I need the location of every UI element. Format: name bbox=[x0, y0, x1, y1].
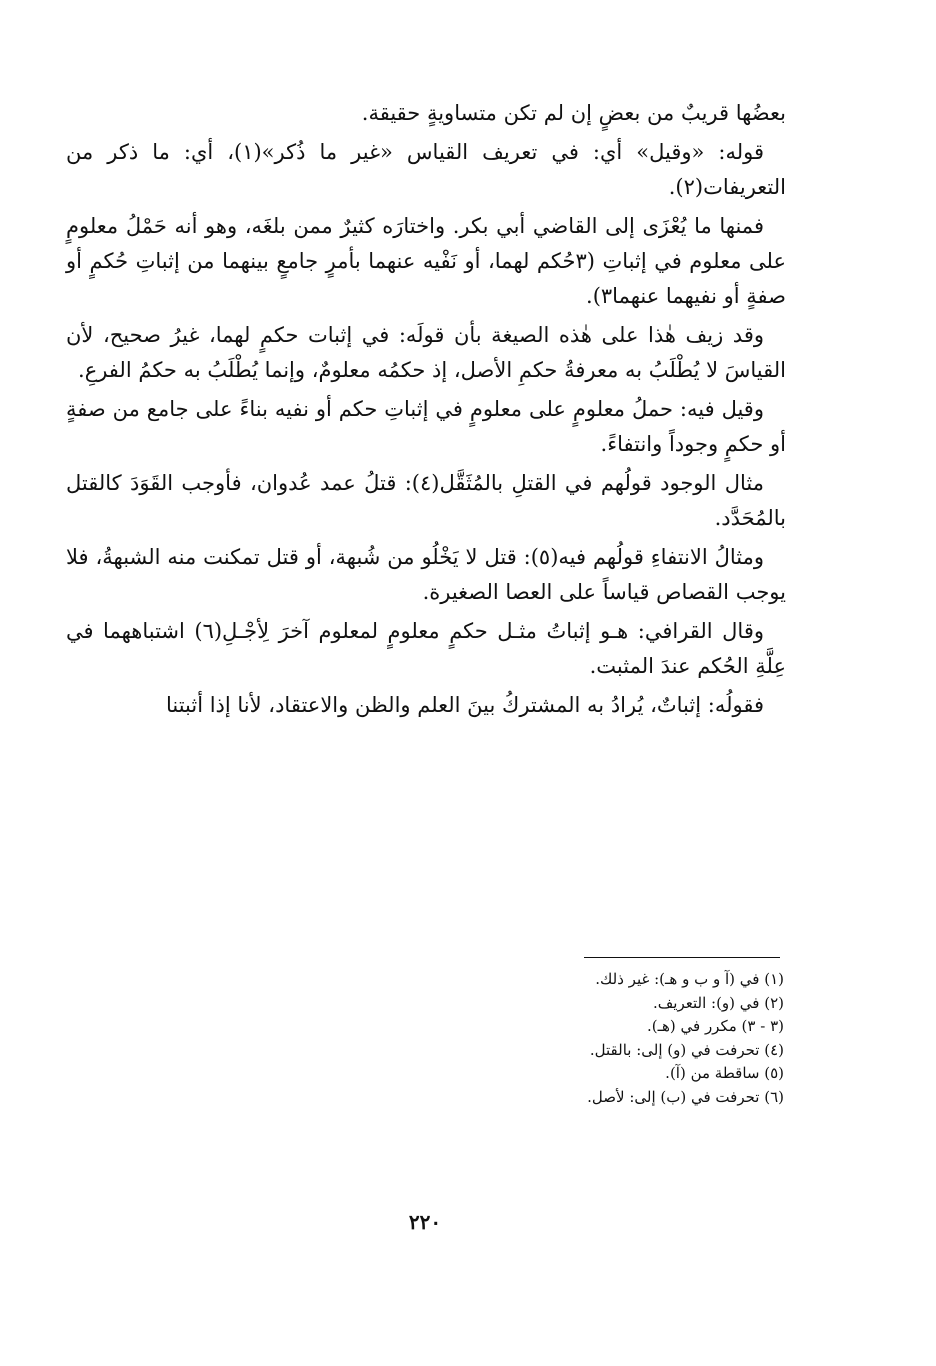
paragraph-8: وقال القرافي: هـو إثباتُ مثـل حكمٍ معلومٍ لمعلوم آخرَ لِأجْـلِ(٦) اشتباههما في عِلَّةِ الحُكم عندَ المثبت. bbox=[66, 619, 786, 678]
footnotes bbox=[300, 968, 784, 1109]
paragraph-2: قوله: «وقيل» أي: في تعريف القياس «غير ما ذُكر»(١)، أي: ما ذكر من التعريفات(٢). bbox=[66, 140, 786, 199]
paragraph-1: بعضُها قريبٌ من بعضٍ إن لم تكن متساويةٍ حقيقة. bbox=[361, 101, 786, 125]
footnote-6: (٦) تحرفت في (ب) إلى: لأصل. bbox=[587, 1087, 784, 1106]
footnote-3: (٣ - ٣) مكرر في (هـ). bbox=[646, 1017, 784, 1035]
footnote-1: (١) في (آ و ب و هـ): غير ذلك. bbox=[595, 970, 784, 988]
paragraph-3: فمنها ما يُعْزَى إلى القاضي أبي بكر. واختارَه كثيرٌ ممن بلغَه، وهو أنه حَمْلُ معلومٍ على معلوم في إثباتِ (٣حُكم لهما، أو نَفْيه عنهما بأمرٍ جامعٍ بينهما من إثباتِ حُكمٍ أو صفةٍ أو نفيهما عنهما٣). bbox=[66, 214, 786, 308]
page-content bbox=[66, 96, 786, 727]
paragraph-9: فقولُه: إثباتٌ، يُرادُ به المشتركُ بينَ العلم والظن والاعتقاد، لأنا إذا أثبتنا bbox=[165, 693, 764, 717]
paragraph-6: مثال الوجود قولُهم في القتلِ بالمُثَقَّل(٤): قتلُ عمد عُدوان، فأوجب القَوَدَ كالقتل بالمُحَدَّد. bbox=[66, 471, 786, 530]
paragraph-7: ومثالُ الانتفاءِ قولُهم فيه(٥): قتل لا يَخْلُو من شُبهة، أو قتل تمكنت منه الشبهةُ، فلا يوجب القصاص قياساً على العصا الصغيرة. bbox=[66, 545, 786, 604]
body-text bbox=[66, 96, 786, 723]
footnote-divider bbox=[584, 957, 780, 958]
footnote-2: (٢) في (و): التعريف. bbox=[653, 993, 784, 1012]
paragraph-4: وقد زيف هٰذا على هٰذه الصيغة بأن قولَه: في إثبات حكمٍ لهما، غيرُ صحيح، لأن القياسَ لا يُطْلَبُ به معرفةُ حكمِ الأصل، إذ حكمُه معلومٌ، وإنما يُطْلَبُ به حكمُ الفرعِ. bbox=[66, 323, 786, 382]
paragraph-5: وقيل فيه: حملُ معلومٍ على معلومٍ في إثباتِ حكم أو نفيه بناءً على جامع من صفةٍ أو حكمٍ وجوداً وانتفاءً. bbox=[66, 397, 786, 456]
page-number: ٢٢٠ bbox=[408, 1210, 442, 1234]
footnote-5: (٥) ساقطة من (آ). bbox=[665, 1064, 784, 1082]
footnote-4: (٤) تحرفت في (و) إلى: بالقتل. bbox=[589, 1040, 784, 1059]
